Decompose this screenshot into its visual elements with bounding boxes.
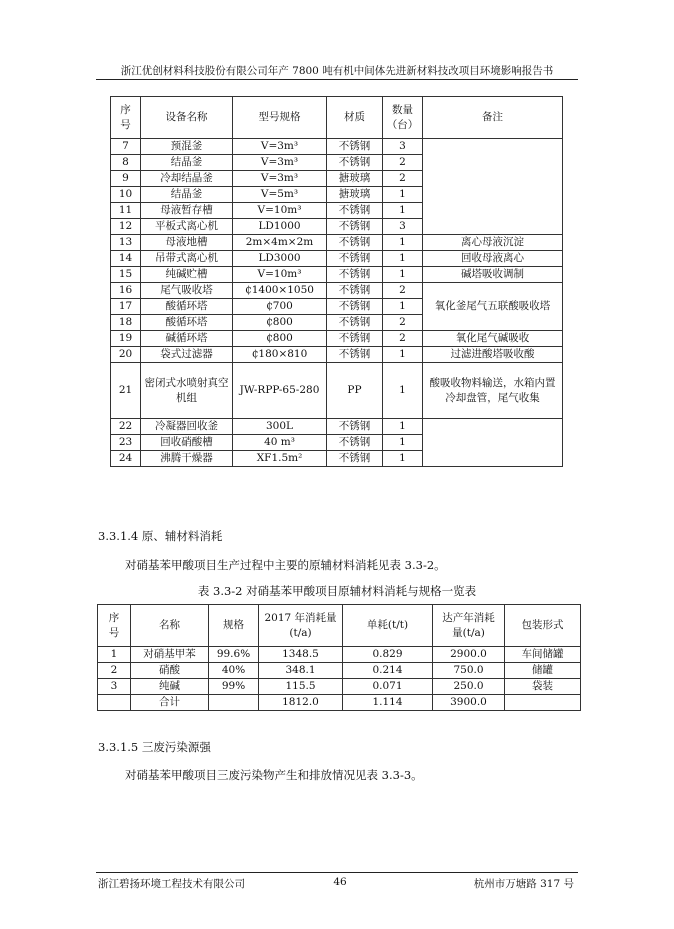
cell-name: 结晶釜	[141, 155, 233, 171]
table-row	[98, 647, 581, 663]
col-header-material: 材质	[327, 97, 383, 139]
cell-spec: 99.6%	[209, 647, 259, 663]
cell-no: 21	[111, 363, 141, 419]
cell-model: V=3m³	[233, 171, 327, 187]
cell-name: 酸循环塔	[141, 315, 233, 331]
footer-divider	[96, 872, 578, 873]
cell-full: 2900.0	[433, 647, 505, 663]
cell-qty: 3	[383, 139, 423, 155]
col-header-remark: 备注	[423, 97, 563, 139]
cell-name: 硝酸	[131, 663, 209, 679]
cell-unit: 0.829	[343, 647, 433, 663]
cell-name: 回收硝酸槽	[141, 435, 233, 451]
cell-qty: 1	[383, 363, 423, 419]
col-header-no: 序 号	[98, 605, 131, 647]
header-divider	[96, 79, 578, 80]
table-row	[111, 347, 563, 363]
cell-remark: 回收母液离心	[423, 251, 563, 267]
table-header-row	[111, 97, 563, 139]
cell-full: 250.0	[433, 679, 505, 695]
cell-consumption-2017: 348.1	[259, 663, 343, 679]
cell-consumption-2017: 1348.5	[259, 647, 343, 663]
cell-qty: 1	[383, 267, 423, 283]
cell-qty: 2	[383, 283, 423, 299]
cell-remark: 离心母液沉淀	[423, 235, 563, 251]
cell-material: 搪玻璃	[327, 187, 383, 203]
cell-model: ₵1400×1050	[233, 283, 327, 299]
cell-name: 吊带式离心机	[141, 251, 233, 267]
cell-name: 冷却结晶釜	[141, 171, 233, 187]
raw-material-table	[97, 604, 581, 711]
cell-remark: 酸吸收物料输送，水箱内置冷却盘管，尾气收集	[423, 363, 563, 419]
section-heading-3314: 3.3.1.4 原、辅材料消耗	[98, 529, 223, 543]
cell-no: 7	[111, 139, 141, 155]
cell-no: 1	[98, 647, 131, 663]
cell-model: LD3000	[233, 251, 327, 267]
table-row	[111, 363, 563, 419]
cell-material: 不锈钢	[327, 235, 383, 251]
cell-material: 不锈钢	[327, 419, 383, 435]
cell-no: 18	[111, 315, 141, 331]
col-header-no: 序 号	[111, 97, 141, 139]
cell-name: 沸腾干燥器	[141, 451, 233, 467]
cell-name: 结晶釜	[141, 187, 233, 203]
cell-material: 不锈钢	[327, 331, 383, 347]
col-header-name: 设备名称	[141, 97, 233, 139]
section-heading-3315: 3.3.1.5 三废污染源强	[98, 740, 211, 754]
cell-model: 300L	[233, 419, 327, 435]
cell-remark: 碱塔吸收调制	[423, 267, 563, 283]
cell-material: 不锈钢	[327, 267, 383, 283]
cell-qty: 1	[383, 347, 423, 363]
table-row	[111, 331, 563, 347]
cell-total-consumption-2017: 1812.0	[259, 695, 343, 711]
cell-qty: 2	[383, 331, 423, 347]
cell-material: 不锈钢	[327, 251, 383, 267]
cell-total-label: 合计	[131, 695, 209, 711]
cell-no: 22	[111, 419, 141, 435]
col-header-full: 达产年消耗 量(t/a)	[433, 605, 505, 647]
cell-remark: 氧化釜尾气五联酸吸收塔	[423, 283, 563, 331]
cell-remark-empty	[423, 139, 563, 235]
section-text-3314: 对硝基苯甲酸项目生产过程中主要的原辅材料消耗见表 3.3-2。	[125, 558, 446, 572]
cell-no: 23	[111, 435, 141, 451]
cell-material: 不锈钢	[327, 451, 383, 467]
cell-spec: 99%	[209, 679, 259, 695]
cell-material: 不锈钢	[327, 315, 383, 331]
table-row	[111, 267, 563, 283]
cell-no: 15	[111, 267, 141, 283]
col-header-unit: 单耗(t/t)	[343, 605, 433, 647]
cell-name: 冷凝器回收釜	[141, 419, 233, 435]
cell-name: 母液地槽	[141, 235, 233, 251]
cell-model: 2m×4m×2m	[233, 235, 327, 251]
cell-pack: 储罐	[505, 663, 581, 679]
table-header-row	[98, 605, 581, 647]
table-row	[111, 251, 563, 267]
col-header-consumption-2017: 2017 年消耗量 (t/a)	[259, 605, 343, 647]
cell-qty: 1	[383, 435, 423, 451]
cell-no: 14	[111, 251, 141, 267]
cell-model: 40 m³	[233, 435, 327, 451]
cell-name: 密闭式水喷射真空机组	[141, 363, 233, 419]
table-row	[111, 419, 563, 435]
cell-qty: 1	[383, 451, 423, 467]
cell-consumption-2017: 115.5	[259, 679, 343, 695]
cell-name: 纯碱贮槽	[141, 267, 233, 283]
cell-name: 预混釜	[141, 139, 233, 155]
cell-no: 19	[111, 331, 141, 347]
cell-material: PP	[327, 363, 383, 419]
cell-model: LD1000	[233, 219, 327, 235]
cell-no: 20	[111, 347, 141, 363]
cell-material: 不锈钢	[327, 219, 383, 235]
cell-no: 2	[98, 663, 131, 679]
cell-qty: 1	[383, 235, 423, 251]
cell-qty: 3	[383, 219, 423, 235]
cell-no: 11	[111, 203, 141, 219]
cell-model: ₵800	[233, 331, 327, 347]
cell-no-empty	[98, 695, 131, 711]
cell-remark-empty	[423, 419, 563, 467]
cell-unit: 0.214	[343, 663, 433, 679]
cell-name: 酸循环塔	[141, 299, 233, 315]
cell-model: ₵800	[233, 315, 327, 331]
cell-model: V=10m³	[233, 267, 327, 283]
cell-qty: 1	[383, 299, 423, 315]
cell-name: 纯碱	[131, 679, 209, 695]
cell-model: V=3m³	[233, 139, 327, 155]
cell-remark: 过滤进酸塔吸收酸	[423, 347, 563, 363]
table-caption: 表 3.3-2 对硝基苯甲酸项目原辅材料消耗与规格一览表	[197, 584, 477, 598]
cell-total-full: 3900.0	[433, 695, 505, 711]
page-number: 46	[333, 876, 347, 888]
cell-remark: 氧化尾气碱吸收	[423, 331, 563, 347]
cell-full: 750.0	[433, 663, 505, 679]
cell-qty: 1	[383, 251, 423, 267]
cell-qty: 1	[383, 419, 423, 435]
cell-pack-empty	[505, 695, 581, 711]
col-header-model: 型号规格	[233, 97, 327, 139]
footer-company: 浙江碧扬环境工程技术有限公司	[98, 878, 245, 890]
cell-no: 8	[111, 155, 141, 171]
cell-pack: 袋装	[505, 679, 581, 695]
cell-no: 12	[111, 219, 141, 235]
cell-material: 不锈钢	[327, 139, 383, 155]
table-row	[111, 283, 563, 299]
cell-model: ₵700	[233, 299, 327, 315]
cell-no: 10	[111, 187, 141, 203]
cell-model: XF1.5m²	[233, 451, 327, 467]
table-total-row	[98, 695, 581, 711]
cell-name: 碱循环塔	[141, 331, 233, 347]
cell-name: 平板式离心机	[141, 219, 233, 235]
cell-qty: 2	[383, 155, 423, 171]
table-row	[98, 679, 581, 695]
cell-material: 不锈钢	[327, 347, 383, 363]
equipment-table	[110, 96, 563, 467]
cell-spec: 40%	[209, 663, 259, 679]
cell-material: 不锈钢	[327, 203, 383, 219]
table-row	[98, 663, 581, 679]
cell-name: 母液暂存槽	[141, 203, 233, 219]
cell-no: 24	[111, 451, 141, 467]
cell-material: 不锈钢	[327, 155, 383, 171]
cell-model: V=10m³	[233, 203, 327, 219]
cell-model: JW-RPP-65-280	[233, 363, 327, 419]
col-header-qty: 数量 （台）	[383, 97, 423, 139]
cell-total-unit: 1.114	[343, 695, 433, 711]
cell-unit: 0.071	[343, 679, 433, 695]
cell-model: ₵180×810	[233, 347, 327, 363]
cell-qty: 1	[383, 187, 423, 203]
cell-qty: 1	[383, 203, 423, 219]
cell-qty: 2	[383, 171, 423, 187]
table-row	[111, 235, 563, 251]
cell-material: 搪玻璃	[327, 171, 383, 187]
cell-no: 16	[111, 283, 141, 299]
col-header-pack: 包装形式	[505, 605, 581, 647]
cell-material: 不锈钢	[327, 299, 383, 315]
cell-pack: 车间储罐	[505, 647, 581, 663]
cell-no: 9	[111, 171, 141, 187]
section-text-3315: 对硝基苯甲酸项目三废污染物产生和排放情况见表 3.3-3。	[125, 768, 423, 782]
cell-name: 尾气吸收塔	[141, 283, 233, 299]
table-row	[111, 139, 563, 155]
cell-material: 不锈钢	[327, 435, 383, 451]
cell-no: 3	[98, 679, 131, 695]
col-header-name: 名称	[131, 605, 209, 647]
cell-name: 袋式过滤器	[141, 347, 233, 363]
cell-model: V=5m³	[233, 187, 327, 203]
cell-qty: 2	[383, 315, 423, 331]
cell-spec-empty	[209, 695, 259, 711]
cell-model: V=3m³	[233, 155, 327, 171]
col-header-spec: 规格	[209, 605, 259, 647]
footer-address: 杭州市万塘路 317 号	[473, 878, 574, 890]
cell-name: 对硝基甲苯	[131, 647, 209, 663]
cell-no: 17	[111, 299, 141, 315]
page-header: 浙江优创材料科技股份有限公司年产 7800 吨有机中间体先进新材料技改项目环境影响报告书	[120, 65, 554, 77]
cell-no: 13	[111, 235, 141, 251]
cell-material: 不锈钢	[327, 283, 383, 299]
